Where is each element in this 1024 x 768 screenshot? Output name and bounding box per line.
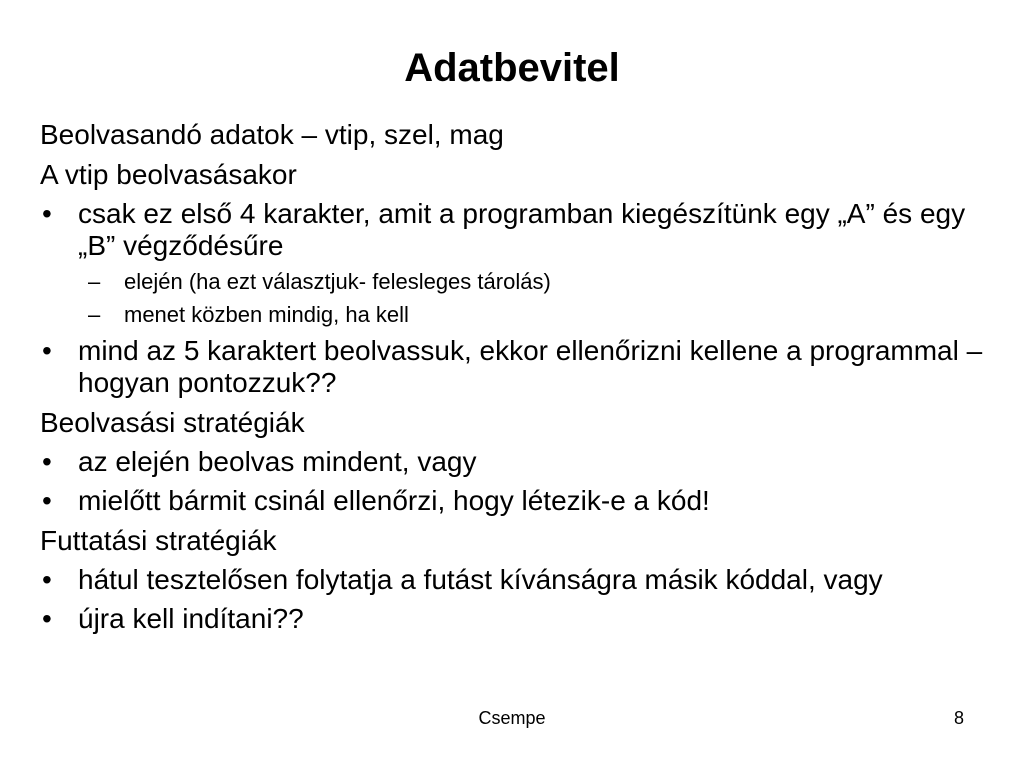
dash-icon: – — [88, 302, 101, 327]
dash-icon: – — [88, 269, 101, 294]
bullet-icon: • — [42, 564, 52, 595]
item-text: az elején beolvas mindent, vagy — [78, 446, 477, 477]
item-text: menet közben mindig, ha kell — [124, 302, 409, 327]
heading-item — [40, 118, 990, 152]
item-text: csak ez első 4 karakter, amit a programban kiegészítünk egy „A” és egy „B” végződésűre — [78, 198, 966, 261]
bullet-item — [40, 446, 990, 478]
footer-text: Csempe — [478, 708, 546, 728]
bullet-item — [40, 564, 990, 596]
bullet-item — [40, 198, 990, 262]
item-text: hátul tesztelősen folytatja a futást kívánságra másik kóddal, vagy — [78, 564, 883, 595]
item-text: mielőtt bármit csinál ellenőrzi, hogy létezik-e a kód! — [78, 485, 710, 516]
bullet-icon: • — [42, 603, 52, 634]
sub-bullet-item — [40, 302, 990, 328]
slide-body — [40, 118, 990, 642]
item-text: mind az 5 karaktert beolvassuk, ekkor ellenőrizni kellene a programmal – hogyan pontozzuk?? — [78, 335, 983, 398]
item-text: Futtatási stratégiák — [40, 525, 277, 556]
item-text: A vtip beolvasásakor — [40, 159, 297, 190]
item-text: Beolvasandó adatok – vtip, szel, mag — [40, 119, 504, 150]
slide-title: Adatbevitel — [404, 46, 620, 90]
heading-item — [40, 524, 990, 558]
page-number: 8 — [953, 708, 964, 728]
bullet-item — [40, 485, 990, 517]
sub-bullet-item — [40, 269, 990, 295]
item-text: elején (ha ezt választjuk- felesleges tárolás) — [124, 269, 551, 294]
bullet-item — [40, 335, 990, 399]
bullet-icon: • — [42, 335, 52, 366]
bullet-icon: • — [42, 485, 52, 516]
bullet-item — [40, 603, 990, 635]
item-text: újra kell indítani?? — [78, 603, 304, 634]
bullet-icon: • — [42, 446, 52, 477]
heading-item — [40, 406, 990, 440]
item-text: Beolvasási stratégiák — [40, 407, 305, 438]
heading-item — [40, 158, 990, 192]
bullet-icon: • — [42, 198, 52, 229]
